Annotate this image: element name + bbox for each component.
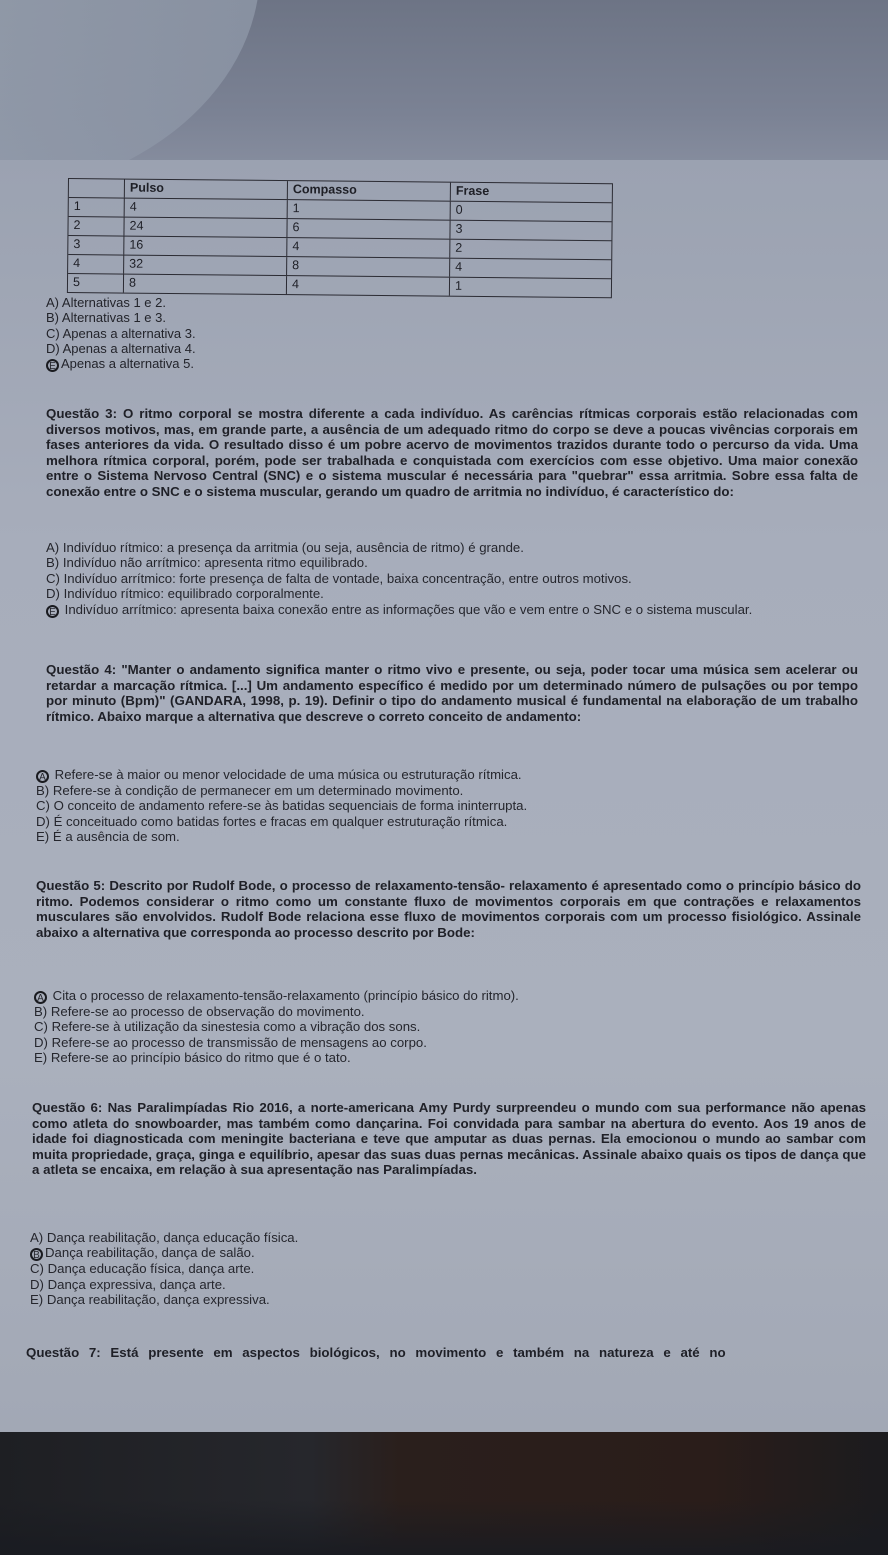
table-header-cell <box>69 179 125 198</box>
option-text: Apenas a alternativa 3. <box>62 325 196 341</box>
option-text: Cita o processo de relaxamento-tensão-relaxamento (princípio básico do ritmo). <box>52 988 519 1003</box>
table-header-pulso: Pulso <box>125 180 288 200</box>
question6-text: Questão 6: Nas Paralimpíadas Rio 2016, a norte-americana Amy Purdy surpreendeu o mundo com sua performance não apenas como atleta do snowboarder, mas também como dançarina. Foi convidada para sambar na abertura do evento. Aos 19 anos de idade foi diagnosticada com meningite bacteriana e teve que amputar as duas pernas. Ela emocionou o mundo ao sambar com muita propriedade, graça, ginga e equilíbrio, apesar das suas duas pernas mecânicas. Assinale abaixo quais os tipos de dança que a atleta se encaixa, em relação à sua apresentação nas Paralimpíadas. <box>32 1100 866 1178</box>
option-text: Dança reabilitação, dança expressiva. <box>46 1292 270 1308</box>
table-cell: 4 <box>287 276 450 296</box>
option-c[interactable] <box>30 1261 845 1276</box>
option-text: Indivíduo rítmico: a presença da arritmia (ou seja, ausência de ritmo) é grande. <box>62 540 524 555</box>
option-a[interactable] <box>46 295 196 310</box>
option-e[interactable] <box>34 1050 849 1065</box>
table-row <box>68 274 611 297</box>
option-text: Refere-se à condição de permanecer em um determinado movimento. <box>52 783 464 798</box>
photo-shadow <box>0 1500 888 1555</box>
option-c[interactable] <box>34 1019 849 1034</box>
option-letter: C) <box>36 798 50 814</box>
question4-options <box>36 767 851 845</box>
table-cell: 24 <box>124 218 287 238</box>
table-cell: 4 <box>455 259 463 274</box>
circled-answer-icon: E <box>46 605 59 618</box>
circled-answer-icon: A <box>36 770 49 783</box>
option-text: Refere-se à maior ou menor velocidade de uma música ou estruturação rítmica. <box>54 767 522 782</box>
option-d[interactable] <box>46 341 196 356</box>
table-cell: 4 <box>125 199 288 219</box>
circled-answer-icon: A <box>34 991 47 1004</box>
option-a-marked[interactable] <box>34 988 849 1004</box>
option-text: É conceituado como batidas fortes e fracas em qualquer estruturação rítmica. <box>53 813 508 829</box>
option-text: Dança reabilitação, dança educação física. <box>46 1230 299 1245</box>
option-text: Alternativas 1 e 3. <box>61 310 166 326</box>
table-header-compasso: Compasso <box>288 181 451 201</box>
option-text: Dança expressiva, dança arte. <box>47 1276 226 1292</box>
question4-text: Questão 4: "Manter o andamento significa manter o ritmo vivo e presente, ou seja, poder tocar uma música sem acelerar ou retardar a marcação rítmica. [...] Um andamento específico é medido por um determinado número de pulsações ou por tempo por minuto (Bpm)" (GANDARA, 1998, p. 19). Definir o tipo do andamento musical é fundamental na elaboração de um trabalho rítmico. Abaixo marque a alternativa que descreve o correto conceito de andamento: <box>46 662 858 724</box>
option-text: Indivíduo arrítmico: apresenta baixa conexão entre as informações que vão e vem entre o SNC e o sistema muscular. <box>64 601 753 617</box>
question3-text: Questão 3: O ritmo corporal se mostra diferente a cada indivíduo. As carências rítmicas corporais estão relacionadas com diversos motivos, mas, em grande parte, a ausência de um adequado ritmo do corpo se deve a poucas vivências corporais em fases anteriores da vida. O resultado disso é um pobre acervo de movimentos trazidos durante todo o percurso da vida. Uma melhora rítmica corporal, porém, pode ser trabalhada e conquistada com exercícios com esse objetivo. Uma maior conexão entre o Sistema Nervoso Central (SNC) e o sistema muscular é necessária para "quebrar" essa arritmia. Sobre essa falta de conexão entre o SNC e o sistema muscular, gerando um quadro de arritmia no indivíduo, é característico do: <box>46 406 858 499</box>
option-text: É a ausência de som. <box>52 829 180 845</box>
circled-answer-icon: B <box>30 1248 43 1261</box>
option-letter: B) <box>36 783 50 798</box>
table-cell: 5 <box>68 274 124 293</box>
option-text: Indivíduo não arrítmico: apresenta ritmo equilibrado. <box>62 555 368 571</box>
table-cell: 32 <box>124 256 287 276</box>
option-letter: A) <box>46 540 60 555</box>
option-letter: E) <box>36 829 50 845</box>
question6-options <box>30 1230 845 1308</box>
option-letter: E) <box>30 1292 44 1308</box>
question3-options <box>46 540 861 618</box>
question2-options <box>46 295 196 372</box>
table-cell: 1 <box>454 278 463 293</box>
rhythm-table <box>67 178 613 298</box>
option-text: Apenas a alternativa 5. <box>61 356 194 372</box>
option-text: Dança educação física, dança arte. <box>47 1261 255 1277</box>
option-e[interactable] <box>36 829 851 844</box>
option-a[interactable] <box>46 540 861 555</box>
option-text: Indivíduo rítmico: equilibrado corporalmente. <box>63 586 324 602</box>
option-letter: D) <box>34 1034 48 1050</box>
option-d[interactable] <box>30 1277 845 1292</box>
option-c[interactable] <box>46 326 196 341</box>
option-letter: C) <box>34 1019 48 1035</box>
option-letter: A) <box>46 295 59 310</box>
table-cell: 6 <box>287 219 450 239</box>
option-d[interactable] <box>36 814 851 829</box>
table-cell: 8 <box>287 257 450 277</box>
option-c[interactable] <box>36 798 851 813</box>
option-text: Indivíduo arrítmico: forte presença de falta de vontade, baixa concentração, entre outros motivos. <box>63 570 632 586</box>
option-b[interactable] <box>34 1004 849 1019</box>
table-cell: 2 <box>455 240 463 255</box>
option-letter: C) <box>46 325 60 341</box>
option-b[interactable] <box>36 783 851 798</box>
option-b[interactable] <box>46 555 861 570</box>
option-a-marked[interactable] <box>36 767 851 783</box>
question7-text: Questão 7: Está presente em aspectos biológicos, no movimento e também na natureza e até no <box>26 1345 726 1360</box>
option-text: Refere-se ao processo de observação do movimento. <box>50 1004 365 1019</box>
table-header-frase: Frase <box>455 183 490 199</box>
option-letter: D) <box>46 340 60 356</box>
table-cell: 2 <box>68 217 124 236</box>
option-c[interactable] <box>46 571 861 586</box>
table-cell: 16 <box>124 237 287 257</box>
table-cell: 3 <box>68 236 124 255</box>
option-letter: D) <box>36 813 50 829</box>
option-e-marked[interactable] <box>46 356 196 372</box>
option-text: O conceito de andamento refere-se às batidas sequenciais de forma ininterrupta. <box>53 798 528 814</box>
option-text: Dança reabilitação, dança de salão. <box>45 1245 255 1261</box>
option-b-marked[interactable] <box>30 1245 845 1261</box>
option-b[interactable] <box>46 310 196 325</box>
circled-answer-icon: E <box>46 359 59 372</box>
option-letter: D) <box>30 1276 44 1292</box>
table-cell: 0 <box>455 202 463 217</box>
option-a[interactable] <box>30 1230 845 1245</box>
option-letter: E) <box>34 1050 48 1066</box>
option-letter: B) <box>34 1004 48 1019</box>
table-cell: 4 <box>287 238 450 258</box>
option-d[interactable] <box>34 1035 849 1050</box>
option-text: Apenas a alternativa 4. <box>62 340 196 356</box>
option-d[interactable] <box>46 586 861 601</box>
option-letter: B) <box>46 555 60 571</box>
option-letter: D) <box>46 586 60 602</box>
option-text: Refere-se à utilização da sinestesia como a vibração dos sons. <box>51 1019 421 1035</box>
option-text: Refere-se ao princípio básico do ritmo que é o tato. <box>50 1050 351 1066</box>
table-cell: 3 <box>455 221 463 236</box>
question5-text: Questão 5: Descrito por Rudolf Bode, o processo de relaxamento-tensão- relaxamento é apresentado como o princípio básico do ritmo. Podemos considerar o ritmo como um constante fluxo de movimentos corporais em que contrações e relaxamentos musculares são envolvidos. Rudolf Bode relaciona esse fluxo de movimentos corporais com um processo fisiológico. Assinale abaixo a alternativa que corresponda ao processo descrito por Bode: <box>36 878 861 940</box>
option-letter: A) <box>30 1230 44 1245</box>
option-letter: C) <box>30 1261 44 1277</box>
table-cell: 1 <box>288 200 451 220</box>
question5-options <box>34 988 849 1066</box>
table-cell: 4 <box>68 255 124 274</box>
option-e[interactable] <box>30 1292 845 1307</box>
option-text: Alternativas 1 e 2. <box>61 295 166 310</box>
table-cell: 8 <box>124 275 287 295</box>
option-letter: C) <box>46 570 60 586</box>
option-text: Refere-se ao processo de transmissão de mensagens ao corpo. <box>51 1034 427 1050</box>
option-letter: B) <box>46 310 59 326</box>
table-cell: 1 <box>69 198 125 217</box>
option-e-marked[interactable] <box>46 602 861 618</box>
